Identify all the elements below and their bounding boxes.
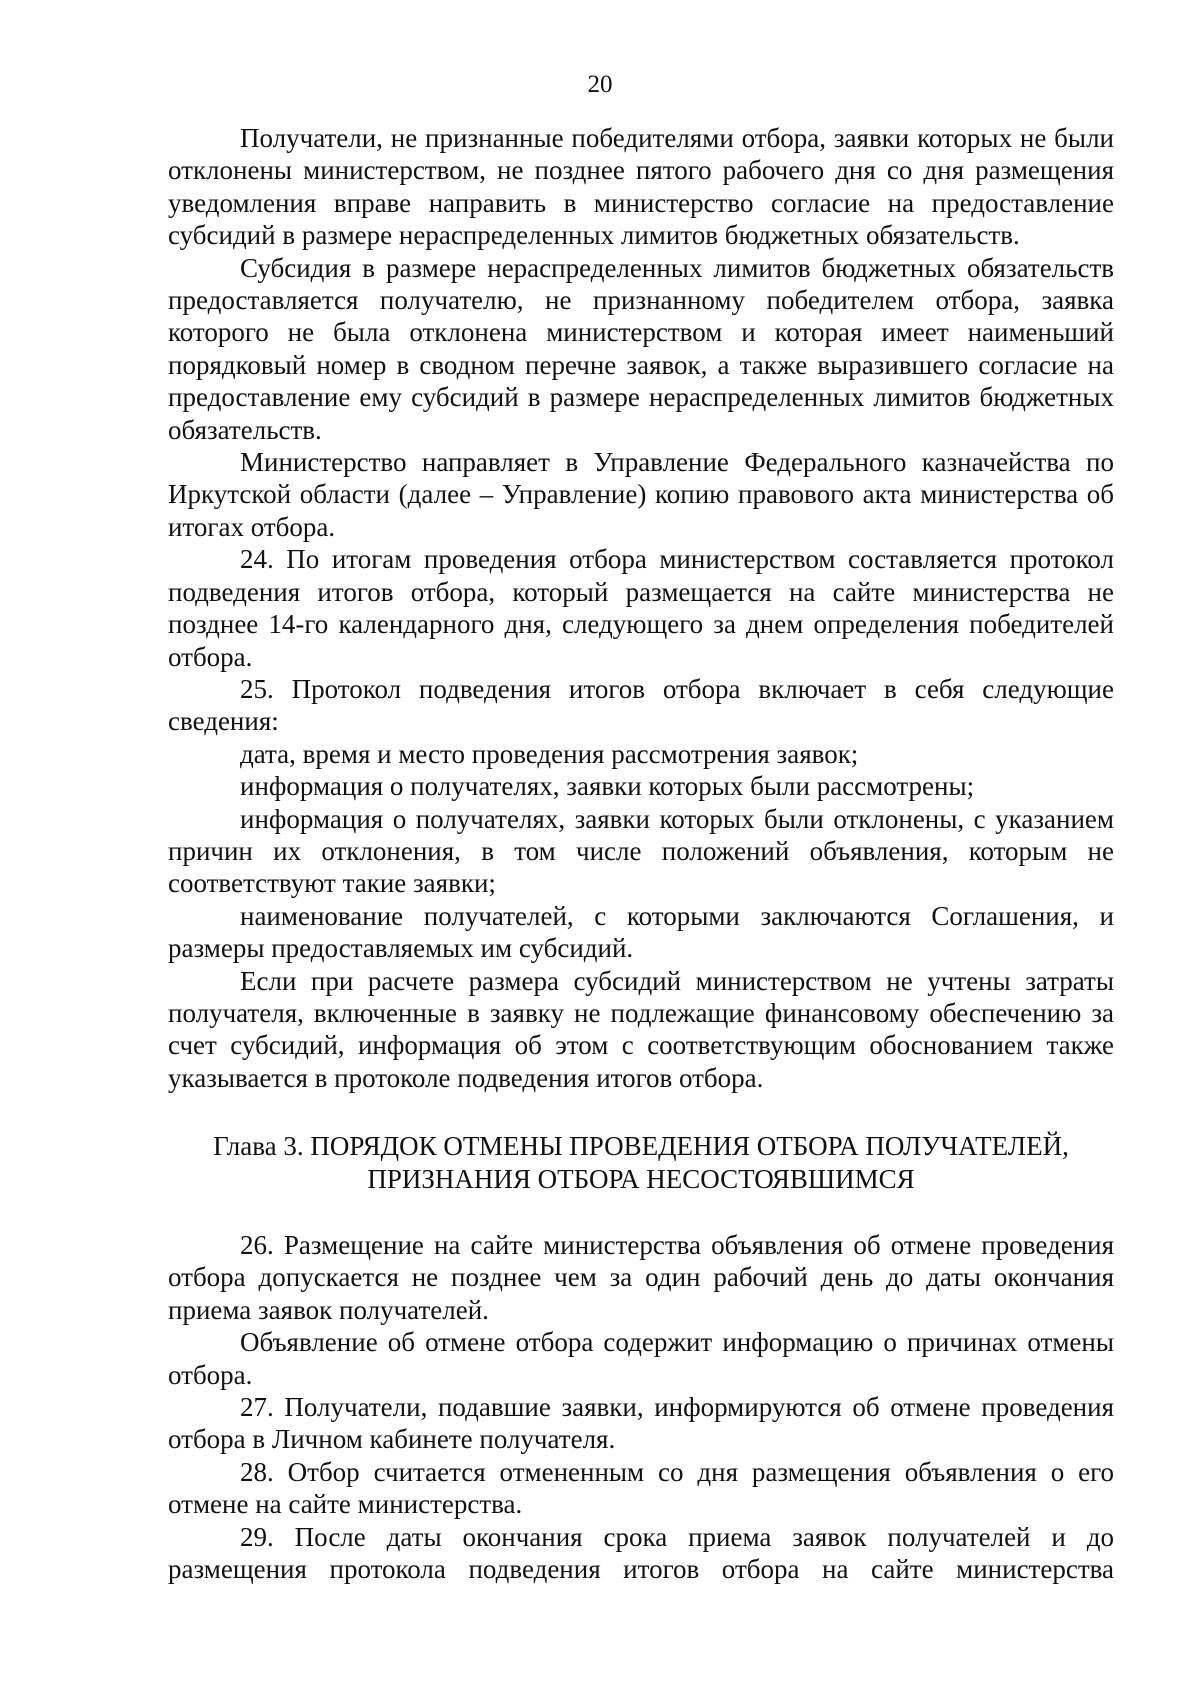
- paragraph: 28. Отбор считается отмененным со дня размещения объявления о его отмене на сайте министерства.: [168, 1456, 1114, 1520]
- list-item: дата, время и место проведения рассмотрения заявок;: [240, 738, 859, 769]
- paragraph: 24. По итогам проведения отбора министерством составляется протокол подведения итогов отбора, который размещается на сайте министерства не позднее 14-го календарного дня, следующего за днем определения победителей отбора.: [168, 544, 1114, 672]
- paragraph: 27. Получатели, подавшие заявки, информируются об отмене проведения отбора в Личном кабинете получателя.: [168, 1392, 1114, 1455]
- list-item: наименование получателей, с которыми заключаются Соглашения, и размеры предоставляемых им субсидий.: [168, 900, 1114, 964]
- paragraph: Субсидия в размере нераспределенных лимитов бюджетных обязательств предоставляется получателю, не признанному победителем отбора, заявка которого не была отклонена министерством и которая имеет наименьший порядковый номер в сводном перечне заявок, а также выразившего согласие на предоставление ему субсидий в размере нераспределенных лимитов бюджетных обязательств.: [168, 252, 1114, 445]
- chapter-heading-line-2: ПРИЗНАНИЯ ОТБОРА НЕСОСТОЯВШИМСЯ: [367, 1163, 915, 1194]
- paragraph: 25. Протокол подведения итогов отбора включает в себя следующие сведения:: [168, 673, 1114, 737]
- paragraph: 26. Размещение на сайте министерства объявления об отмене проведения отбора допускается не позднее чем за один рабочий день до даты окончания приема заявок получателей.: [168, 1230, 1114, 1325]
- chapter-heading: [168, 1130, 1114, 1195]
- paragraph: Получатели, не признанные победителями отбора, заявки которых не были отклонены министерством, не позднее пятого рабочего дня со дня размещения уведомления вправе направить в министерство согласие на предоставление субсидий в размере нераспределенных лимитов бюджетных обязательств.: [168, 123, 1114, 251]
- paragraph: Если при расчете размера субсидий министерством не учтены затраты получателя, включенные в заявку не подлежащие финансовому обеспечению за счет субсидий, информация об этом с соответствующим обоснованием также указывается в протоколе подведения итогов отбора.: [168, 965, 1114, 1093]
- paragraph: Министерство направляет в Управление Федерального казначейства по Иркутской области (далее – Управление) копию правового акта министерства об итогах отбора.: [168, 447, 1114, 542]
- document-body: [168, 122, 1114, 1585]
- paragraph: 29. После даты окончания срока приема заявок получателей и до размещения протокола подведения итогов отбора на сайте министерства: [168, 1521, 1114, 1585]
- paragraph: Объявление об отмене отбора содержит информацию о причинах отмены отбора.: [168, 1327, 1114, 1390]
- list-item: информация о получателях, заявки которых были отклонены, с указанием причин их отклонения, в том числе положений объявления, которым не соответствуют такие заявки;: [168, 803, 1114, 899]
- chapter-heading-line-1: Глава 3. ПОРЯДОК ОТМЕНЫ ПРОВЕДЕНИЯ ОТБОРА ПОЛУЧАТЕЛЕЙ,: [213, 1131, 1069, 1162]
- page-number: 20: [587, 71, 613, 98]
- list-item: информация о получателях, заявки которых были рассмотрены;: [240, 771, 975, 802]
